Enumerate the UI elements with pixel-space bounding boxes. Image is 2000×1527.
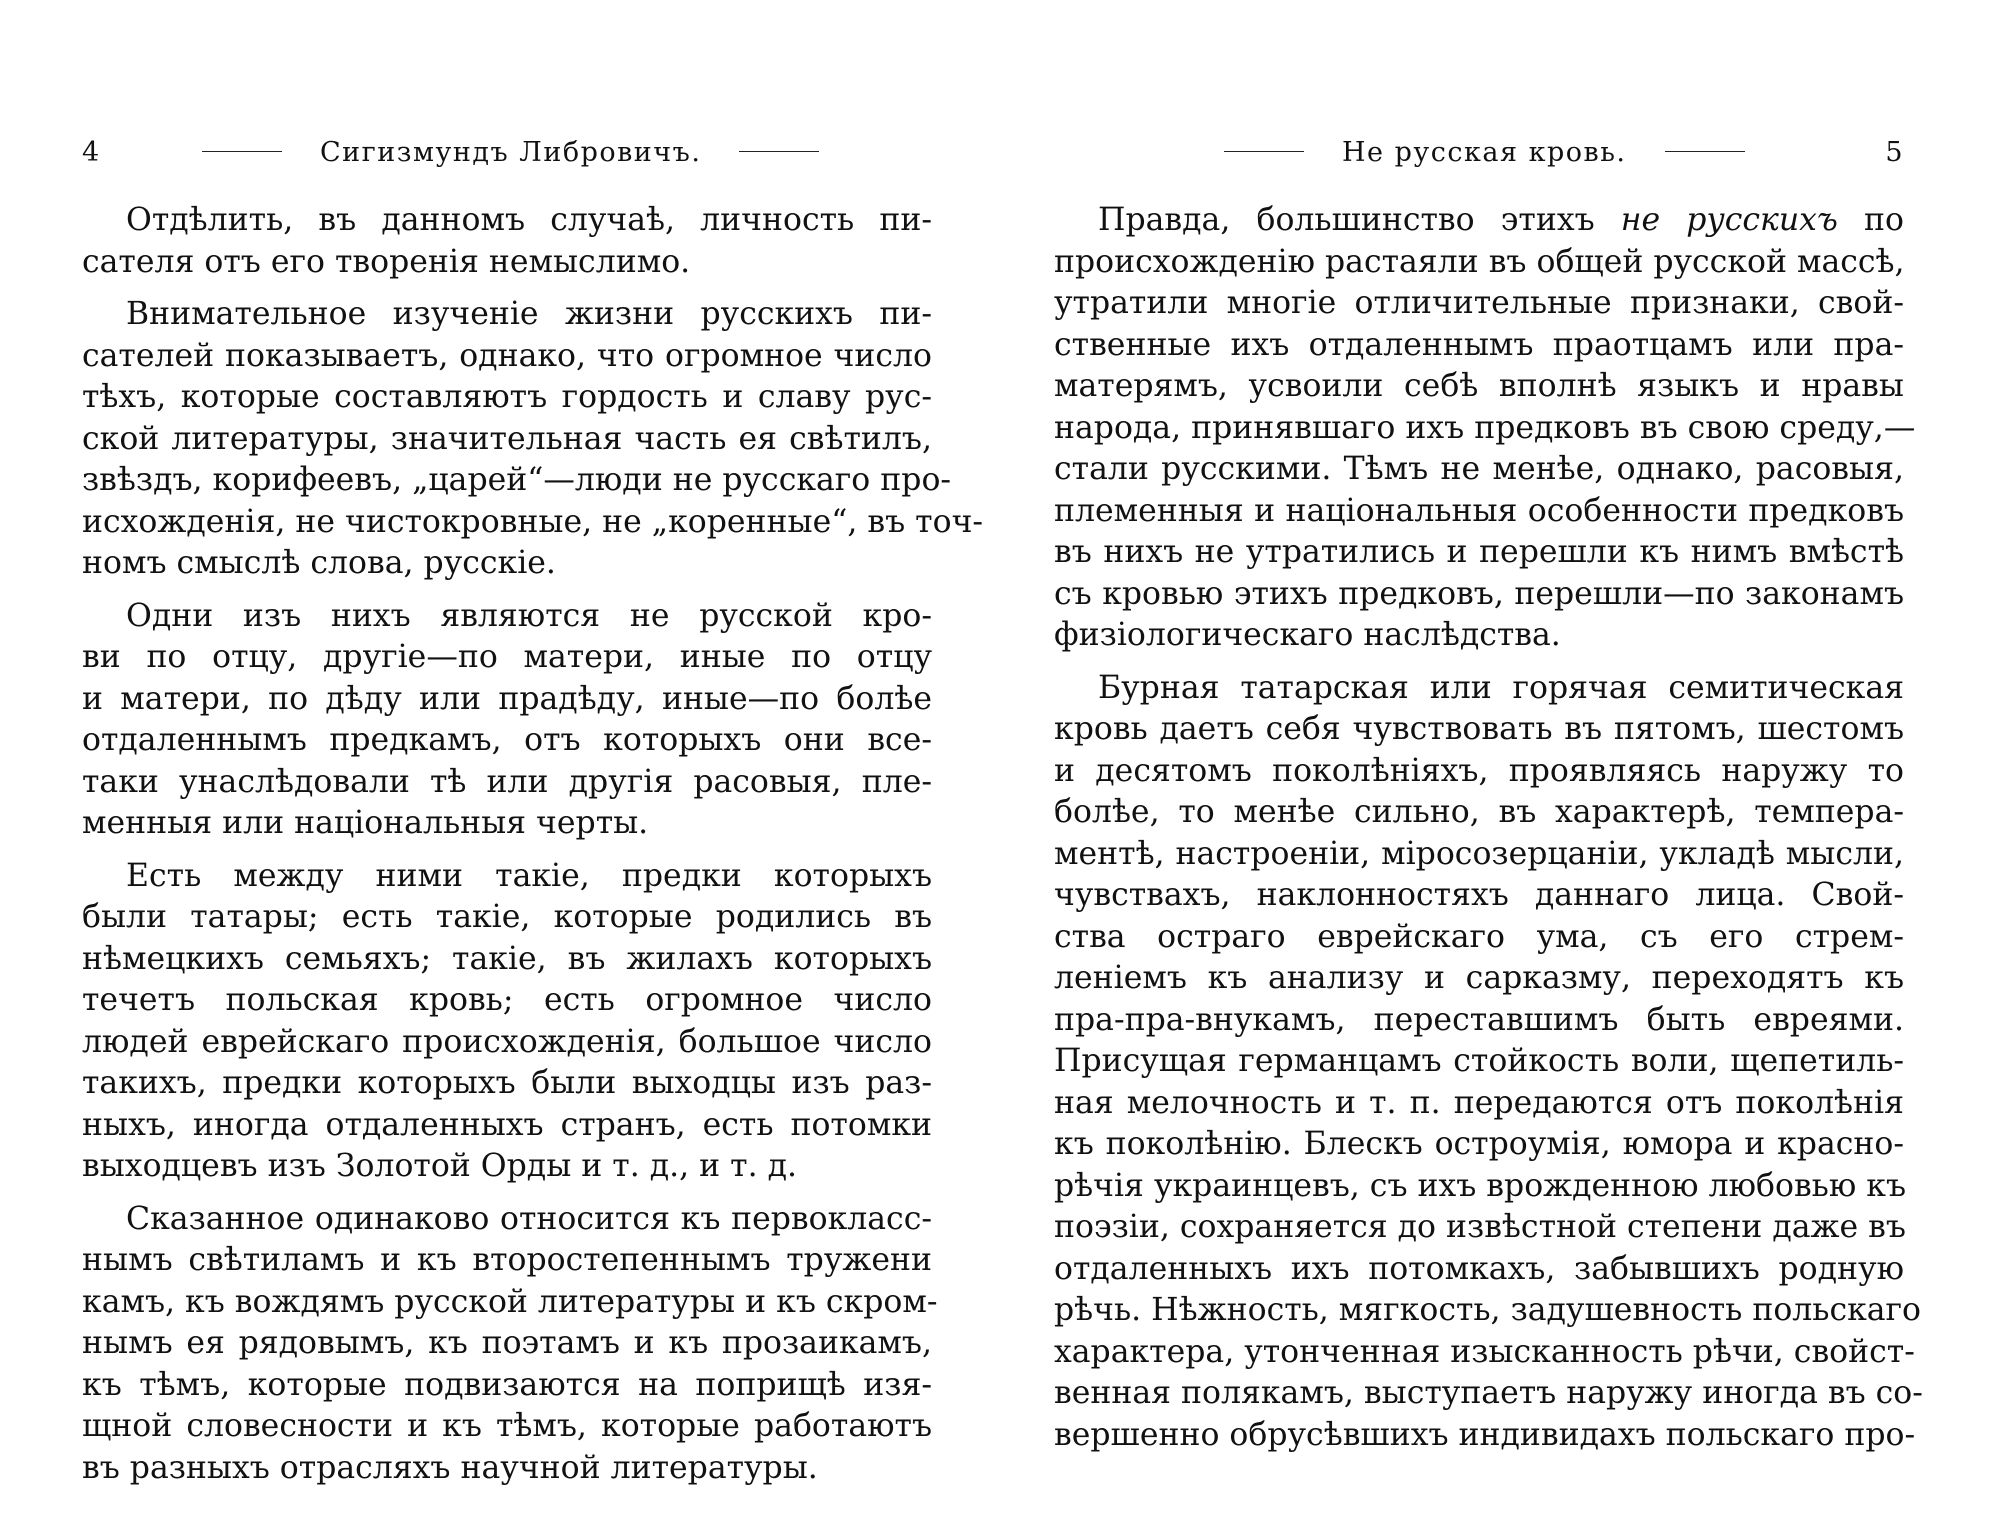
right-body-text [1054, 200, 1923, 1456]
text-line: течетъ польская кровь; есть огромное число [82, 982, 932, 1018]
text-line: камъ, къ вождямъ русской литературы и къ скром- [82, 1283, 938, 1320]
text-line: народа, принявшаго ихъ предковъ въ свою среду,— [1054, 409, 1916, 446]
text-line: рѣчія украинцевъ, съ ихъ врожденною любовью къ [1054, 1167, 1906, 1204]
text-line: Внимательное изученіе жизни русскихъ пи- [126, 296, 932, 332]
text-line: вершенно обрусѣвшихъ индивидахъ польскаго про- [1054, 1416, 1916, 1453]
text-line: къ поколѣнію. Блескъ остроумія, юмора и красно- [1054, 1126, 1904, 1162]
text-line: ви по отцу, другіе—по матери, иные по отцу [82, 639, 932, 675]
text-line: венная полякамъ, выступаетъ наружу иногда въ со- [1054, 1375, 1923, 1411]
text-line: таки унаслѣдовали тѣ или другія расовыя, пле- [82, 763, 932, 800]
left-page-number: 4 [82, 137, 101, 168]
text-line: менныя или національныя черты. [82, 805, 649, 841]
text-line: ментѣ, настроеніи, міросозерцаніи, укладѣ мысли, [1054, 835, 1904, 872]
text-line: характера, утонченная изысканность рѣчи, свойст- [1054, 1333, 1915, 1370]
left-rule-before [202, 151, 282, 152]
text-line: нѣмецкихъ семьяхъ; такіе, въ жилахъ которыхъ [82, 940, 932, 977]
text-line: сателя отъ его творенія немыслимо. [82, 243, 691, 280]
text-line: утратили многіе отличительные признаки, свой- [1054, 285, 1904, 321]
text-line: и матери, по дѣду или прадѣду, иные—по болѣе [82, 680, 932, 717]
text-line: Есть между ними такіе, предки которыхъ [126, 857, 932, 894]
text-line: леніемъ къ анализу и сарказму, переходятъ къ [1054, 960, 1904, 996]
text-line: въ разныхъ отрасляхъ научной литературы. [82, 1449, 818, 1486]
text-line: нымъ ея рядовымъ, къ поэтамъ и къ прозаикамъ, [82, 1325, 932, 1361]
text-line: ства остраго еврейскаго ума, съ его стрем- [1054, 918, 1904, 955]
right-rule-after [1665, 151, 1745, 152]
text-line: нымъ свѣтиламъ и къ второстепеннымъ тружени [82, 1242, 932, 1278]
text-line: ской литературы, значительная часть ея свѣтилъ, [82, 420, 932, 457]
text-line: матерямъ, усвоили себѣ вполнѣ языкъ и нравы [1054, 368, 1904, 404]
text-line: къ тѣмъ, которые подвизаются на поприщѣ изя- [82, 1366, 932, 1403]
text-line: и десятомъ поколѣніяхъ, проявляясь наружу то [1054, 752, 1904, 789]
text-line: поэзіи, сохраняется до извѣстной степени даже въ [1054, 1209, 1906, 1245]
text-line: тѣхъ, которые составляютъ гордость и славу рус- [82, 379, 932, 415]
text-line: въ нихъ не утратились и перешли къ нимъ вмѣстѣ [1054, 534, 1904, 570]
text-line: Одни изъ нихъ являются не русской кро- [126, 597, 932, 634]
text-line: отдаленныхъ ихъ потомкахъ, забывшихъ родную [1054, 1250, 1904, 1287]
left-running-head-text [202, 128, 857, 178]
text-line: Бурная татарская или горячая семитическая [1098, 669, 1904, 706]
text-line: кровь даетъ себя чувствовать въ пятомъ, шестомъ [1054, 711, 1904, 747]
right-page-number: 5 [1885, 137, 1904, 168]
text-line: щной словесности и къ тѣмъ, которые работаютъ [82, 1408, 932, 1444]
text-line: чувствахъ, наклонностяхъ даннаго лица. Свой- [1054, 877, 1904, 913]
text-line: Сказанное одинаково относится къ первокласс- [126, 1200, 932, 1237]
text-line: съ кровью этихъ предковъ, перешли—по законамъ [1054, 575, 1904, 612]
left-body-text [82, 200, 984, 1489]
left-running-head [82, 128, 932, 178]
italic-phrase: не русскихъ [1620, 202, 1838, 238]
text-line-with-italic: Правда, большинство этихъ не русскихъ по [1098, 202, 1904, 238]
text-line: ная мелочность и т. п. передаются отъ поколѣнія [1054, 1084, 1904, 1121]
text-line: Присущая германцамъ стойкость воли, щепетиль- [1054, 1043, 1904, 1079]
right-running-head [1054, 128, 1904, 178]
text-line: ственные ихъ отдаленнымъ праотцамъ или пра- [1054, 326, 1904, 363]
left-running-head-title: Сигизмундъ Либровичъ. [320, 137, 702, 168]
right-running-head-title: Не русская кровь. [1342, 137, 1627, 168]
text-line: племенныя и національныя особенности предковъ [1054, 492, 1904, 529]
text-line: выходцевъ изъ Золотой Орды и т. д., и т. д. [82, 1148, 798, 1184]
text-line: такихъ, предки которыхъ были выходцы изъ раз- [82, 1065, 932, 1101]
text-line: сателей показываетъ, однако, что огромное число [82, 337, 932, 374]
right-rule-before [1224, 151, 1304, 152]
text-line: исхожденія, не чистокровные, не „коренные“, въ точ- [82, 503, 984, 540]
text-line: Отдѣлить, въ данномъ случаѣ, личность пи- [126, 202, 932, 238]
text-line: отдаленнымъ предкамъ, отъ которыхъ они все- [82, 722, 932, 758]
left-rule-after [739, 151, 819, 152]
text-line: ныхъ, иногда отдаленныхъ странъ, есть потомки [82, 1106, 932, 1143]
text-line: болѣе, то менѣе сильно, въ характерѣ, темпера- [1054, 794, 1904, 830]
text-line: пра-пра-внукамъ, переставшимъ быть евреями. [1054, 1001, 1904, 1038]
text-line: были татары; есть такіе, которые родились въ [82, 899, 932, 935]
text-line: физіологическаго наслѣдства. [1054, 617, 1561, 653]
text-line: происхожденію растаяли въ общей русской массѣ, [1054, 243, 1905, 280]
text-line: рѣчь. Нѣжность, мягкость, задушевность польскаго [1054, 1292, 1922, 1328]
text-line: людей еврейскаго происхожденія, большое число [82, 1023, 932, 1060]
text-line: номъ смыслѣ слова, русскіе. [82, 545, 556, 581]
left-page [82, 128, 984, 1489]
right-running-head-text [1054, 128, 1783, 178]
text-line: звѣздъ, корифеевъ, „царей“—люди не русскаго про- [82, 462, 952, 498]
text-line: стали русскими. Тѣмъ не менѣе, однако, расовыя, [1054, 451, 1904, 487]
right-page [1054, 128, 1923, 1456]
